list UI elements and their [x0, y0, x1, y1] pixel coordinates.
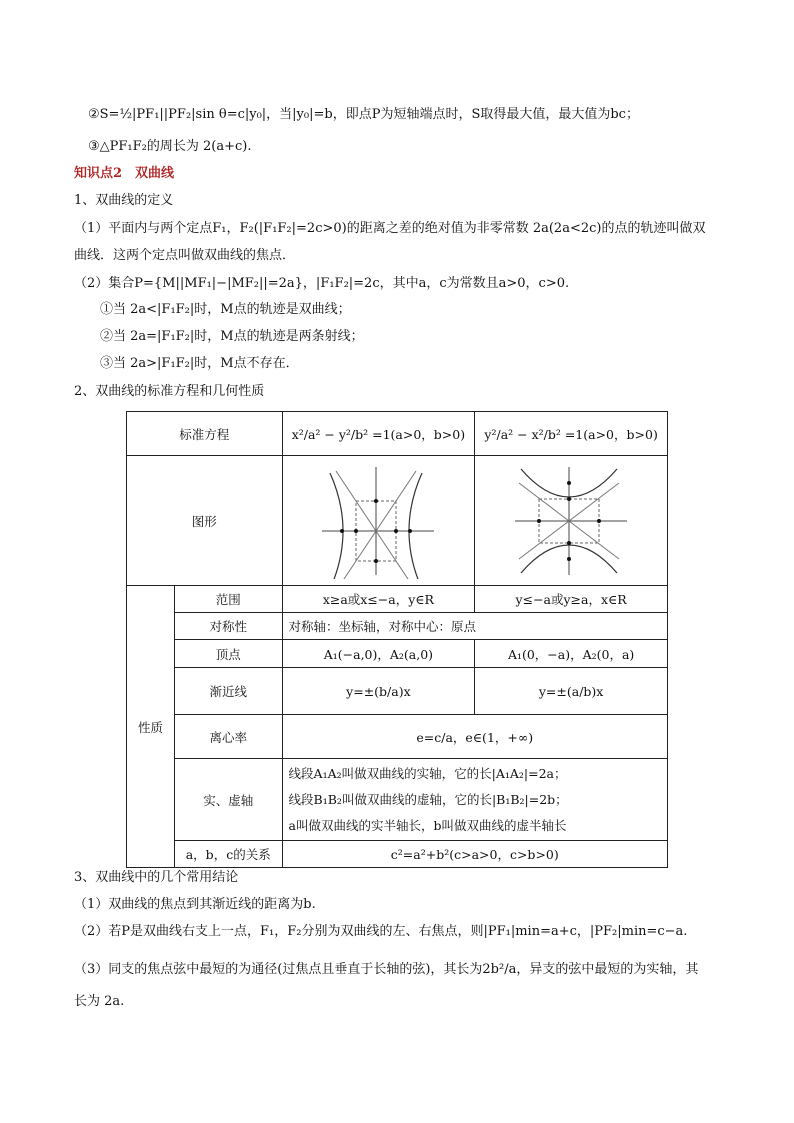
relation-value: c²=a²+b²(c>a>0，c>b>0) — [282, 841, 667, 868]
definition-1b: 曲线．这两个定点叫做双曲线的焦点． — [74, 248, 296, 263]
asymptote-vertical: y=±(a/b)x — [475, 668, 668, 715]
graph-label: 图形 — [127, 456, 283, 586]
definition-1a: （1）平面内与两个定点F₁，F₂(|F₁F₂|=2c>0)的距离之差的绝对值为非零常数 2a(2a<2c)的点的轨迹叫做双 — [74, 221, 706, 236]
axis-line-1: 线段A₁A₂叫做双曲线的实轴，它的长|A₁A₂|=2a； — [288, 765, 567, 781]
graph-horizontal — [282, 456, 475, 586]
eccentricity-label: 离心率 — [174, 715, 282, 759]
vertex-horizontal: A₁(−a,0)，A₂(a,0) — [282, 640, 475, 668]
axis-line-2: 线段B₁B₂叫做双曲线的虚轴，它的长|B₁B₂|=2b； — [288, 791, 568, 807]
axis-line-3: a叫做双曲线的实半轴长，b叫做双曲线的虚半轴长 — [288, 817, 567, 833]
line-area-formula: ②S=½|PF₁||PF₂|sin θ=c|y₀|，当|y₀|=b，即点P为短轴端点时，S取得最大值，最大值为bc； — [88, 107, 639, 122]
line-perimeter: ③△PF₁F₂的周长为 2(a+c). — [88, 139, 252, 154]
vertex-label: 顶点 — [174, 640, 282, 668]
range-horizontal: x≥a或x≤−a，y∈R — [282, 586, 475, 613]
case-2: ②当 2a=|F₁F₂|时，M点的轨迹是两条射线； — [100, 329, 364, 344]
axis-description — [282, 759, 667, 841]
relation-label: a，b，c的关系 — [174, 841, 282, 868]
definition-title: 1、双曲线的定义 — [74, 193, 174, 208]
std-eq-vertical: y²/a² − x²/b² =1(a>0，b>0) — [475, 412, 668, 456]
properties-label: 性质 — [127, 586, 175, 868]
range-vertical: y≤−a或y≥a，x∈R — [475, 586, 668, 613]
std-eq-horizontal: x²/a² − y²/b² =1(a>0，b>0) — [282, 412, 475, 456]
case-3: ③当 2a>|F₁F₂|时，M点不存在． — [100, 356, 299, 371]
conclusion-1: （1）双曲线的焦点到其渐近线的距离为b. — [74, 897, 316, 912]
std-eq-label: 标准方程 — [127, 412, 283, 456]
range-label: 范围 — [174, 586, 282, 613]
case-1: ①当 2a<|F₁F₂|时，M点的轨迹是双曲线； — [100, 302, 351, 317]
symmetry-label: 对称性 — [174, 613, 282, 640]
definition-2: （2）集合P={M||MF₁|−|MF₂||=2a}，|F₁F₂|=2c，其中a，c为常数且a>0，c>0. — [74, 276, 570, 291]
eccentricity-value: e=c/a，e∈(1，+∞) — [282, 715, 667, 759]
conclusion-2: （2）若P是双曲线右支上一点，F₁，F₂分别为双曲线的左、右焦点，则|PF₁|min=a+c，|PF₂|min=c−a. — [74, 924, 688, 939]
horizontal-hyperbola-graph — [318, 463, 438, 579]
graph-vertical — [475, 456, 668, 586]
axis-label: 实、虚轴 — [174, 759, 282, 841]
vertex-vertical: A₁(0，−a)，A₂(0，a) — [475, 640, 668, 668]
hyperbola-properties-table — [126, 411, 668, 868]
asymptote-horizontal: y=±(b/a)x — [282, 668, 475, 715]
conclusion-3a: （3）同支的焦点弦中最短的为通径(过焦点且垂直于长轴的弦)，其长为2b²/a，异支的弦中最短的为实轴，其 — [74, 962, 699, 977]
conclusion-3b: 长为 2a. — [74, 994, 125, 1009]
asymptote-label: 渐近线 — [174, 668, 282, 715]
symmetry-value: 对称轴：坐标轴，对称中心：原点 — [282, 613, 667, 640]
section-heading: 知识点2 双曲线 — [74, 166, 175, 181]
vertical-hyperbola-graph — [511, 463, 631, 579]
conclusions-title: 3、双曲线中的几个常用结论 — [74, 870, 239, 885]
standard-title: 2、双曲线的标准方程和几何性质 — [74, 384, 265, 399]
